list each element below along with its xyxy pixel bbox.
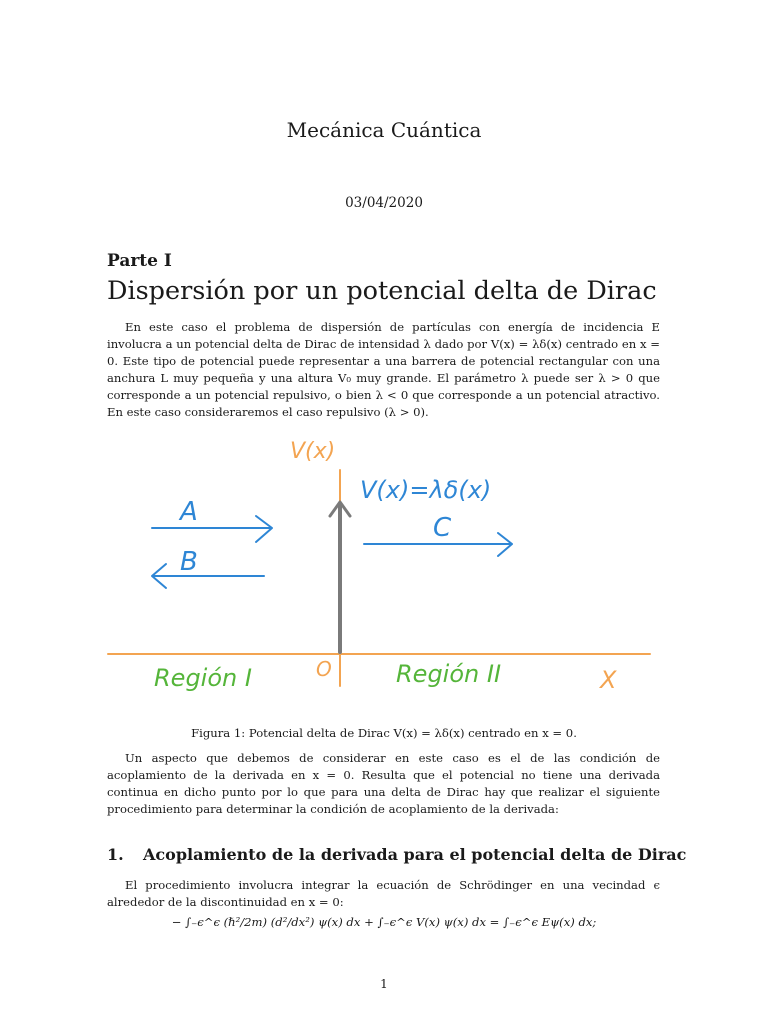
subsection-number: 1. xyxy=(107,845,124,864)
derivative-paragraph-text: Un aspecto que debemos de considerar en este caso es el de las condición de acoplamiento de la derivada en x = 0. Resulta que el potencial no tiene una derivada continua en dicho punto por lo que para una delta de Dirac hay que realizar el siguiente procedimiento para determinar la condición de acoplamiento de la derivada: xyxy=(107,751,660,816)
section-title: Dispersión por un potencial delta de Dirac xyxy=(107,276,657,306)
intro-paragraph-text: En este caso el problema de dispersión de partículas con energía de incidencia E involucra a un potencial delta de Dirac de intensidad λ dado por V(x) = λδ(x) centrado en x = 0. Este tipo de potencial puede representar a una barrera de potencial rectangular con una anchura L muy pequeña y una altura V₀ muy grande. El parámetro λ puede ser λ > 0 que corresponde a un potencial repulsivo, o bien λ < 0 que corresponde a un potencial atractivo. En este caso consideraremos el caso repulsivo (λ > 0). xyxy=(107,320,660,419)
wave-b-label: B xyxy=(180,547,198,577)
part-label: Parte I xyxy=(107,251,172,271)
y-axis-label: V(x) xyxy=(290,439,336,464)
figure-caption: Figura 1: Potencial delta de Dirac V(x) = λδ(x) centrado en x = 0. xyxy=(191,726,577,740)
page-number: 1 xyxy=(380,977,388,991)
intro-paragraph xyxy=(107,319,660,421)
schrodinger-integral-equation: − ∫₋ϵ^ϵ (ℏ²/2m) (d²/dx²) ψ(x) dx + ∫₋ϵ^ϵ V(x) ψ(x) dx = ∫₋ϵ^ϵ Eψ(x) dx; xyxy=(171,915,597,929)
wave-a-label: A xyxy=(180,497,198,527)
potential-label: V(x)=λδ(x) xyxy=(360,476,492,504)
subsection-heading xyxy=(107,845,686,864)
subsection-title: Acoplamiento de la derivada para el potencial delta de Dirac xyxy=(143,845,687,864)
document-date: 03/04/2020 xyxy=(345,195,423,211)
incident-arrow-a xyxy=(152,516,272,542)
delta-potential-figure xyxy=(100,430,660,698)
origin-label: O xyxy=(316,657,332,681)
document-title: Mecánica Cuántica xyxy=(286,118,482,142)
region-1-label: Región I xyxy=(154,664,252,692)
x-axis-label: X xyxy=(600,666,617,694)
procedure-paragraph xyxy=(107,877,660,911)
wave-c-label: C xyxy=(433,513,452,543)
procedure-paragraph-text: El procedimiento involucra integrar la ecuación de Schrödinger en una vecindad ϵ alrededor de la discontinuidad en x = 0: xyxy=(107,878,660,909)
region-2-label: Región II xyxy=(396,660,502,688)
derivative-paragraph xyxy=(107,750,660,818)
reflected-arrow-b xyxy=(152,564,264,588)
